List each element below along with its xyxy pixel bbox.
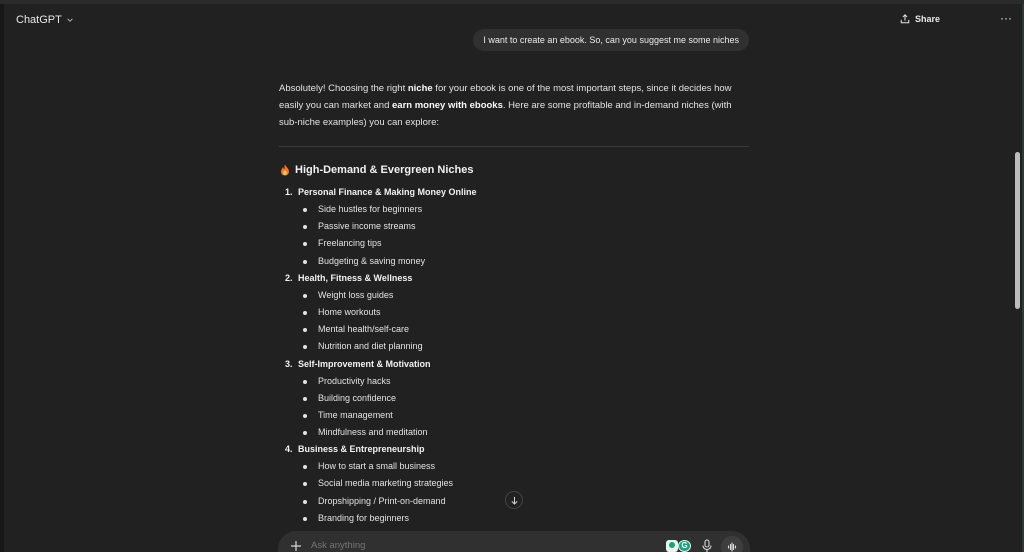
plus-icon[interactable]	[290, 540, 302, 552]
sub-niche-text: Productivity hacks	[318, 375, 391, 386]
intro-bold: niche	[407, 83, 433, 94]
section-heading-text: High-Demand & Evergreen Niches	[295, 164, 474, 176]
intro-bold: earn money with ebooks	[392, 100, 503, 111]
bullet-icon	[285, 338, 318, 355]
sub-niche-item	[285, 510, 725, 527]
message-composer	[278, 531, 750, 552]
arrow-down-icon	[510, 496, 519, 505]
sub-niche-item	[285, 407, 725, 424]
sub-niche-text: Weight loss guides	[318, 289, 394, 300]
model-selector[interactable]	[16, 14, 74, 26]
microphone-icon[interactable]	[701, 539, 713, 552]
scrollbar-thumb[interactable]	[1015, 152, 1020, 309]
sub-niche-item	[285, 424, 725, 441]
section-heading	[280, 164, 474, 176]
niche-number: 3.	[285, 358, 293, 369]
sub-niche-text: Dropshipping / Print-on-demand	[318, 495, 446, 506]
bullet-icon	[285, 390, 318, 407]
niche-number: 1.	[285, 187, 293, 197]
sub-niche-item	[285, 321, 725, 338]
sub-niche-text: Branding for beginners	[318, 512, 410, 523]
sub-niche-text: Nutrition and diet planning	[318, 341, 423, 352]
bullet-icon	[285, 218, 318, 235]
sub-niche-item	[285, 338, 725, 355]
sub-niche-text: How to start a small business	[318, 461, 436, 472]
niche-list	[285, 184, 725, 527]
sub-niche-item	[285, 253, 725, 270]
scroll-to-bottom-button[interactable]	[505, 491, 523, 509]
sub-niche-text: Social media marketing strategies	[318, 478, 454, 489]
waveform-icon	[727, 542, 737, 552]
sidebar-collapsed-rail[interactable]	[0, 4, 4, 552]
niche-item	[285, 270, 725, 356]
voice-mode-button[interactable]	[721, 536, 743, 552]
horizontal-divider	[279, 146, 749, 147]
user-message-text: I want to create an ebook. So, can you suggest me some niches	[483, 35, 739, 45]
bullet-icon	[285, 321, 318, 338]
extension-icon[interactable]	[666, 540, 678, 552]
bullet-icon	[285, 493, 318, 510]
niche-item	[285, 356, 725, 442]
bullet-icon	[285, 287, 318, 304]
ellipsis-icon: ···	[1000, 11, 1012, 25]
intro-text: . Here are some profitable and in-demand niches (with sub-niche examples) you can explore:	[279, 100, 732, 128]
grammarly-icon[interactable]	[678, 540, 691, 552]
sub-niche-item	[285, 287, 725, 304]
niche-title: Self-Improvement & Motivation	[298, 358, 431, 369]
niche-title: Business & Entrepreneurship	[298, 444, 425, 455]
bullet-icon	[285, 458, 318, 475]
sub-niche-item	[285, 475, 725, 492]
share-icon	[900, 14, 910, 24]
intro-text: for your ebook is one of the most important steps, since it decides how easily you can market and	[279, 83, 732, 111]
niche-title: Personal Finance & Making Money Online	[298, 187, 477, 197]
user-message-bubble	[473, 29, 749, 51]
sub-niche-text: Budgeting & saving money	[318, 255, 426, 266]
sub-niche-item	[285, 201, 725, 218]
fire-icon	[280, 164, 290, 176]
sub-niche-text: Mental health/self-care	[318, 324, 410, 335]
share-label: Share	[914, 14, 940, 24]
niche-number: 4.	[285, 444, 293, 455]
intro-text: Absolutely! Choosing the right	[279, 83, 408, 94]
sub-niche-text: Home workouts	[318, 306, 381, 317]
niche-item	[285, 441, 725, 527]
bullet-icon	[285, 475, 318, 492]
sub-niche-text: Time management	[318, 409, 393, 420]
sub-niche-text: Side hustles for beginners	[318, 204, 423, 214]
bullet-icon	[285, 304, 318, 321]
niche-title: Health, Fitness & Wellness	[298, 272, 413, 283]
model-name: ChatGPT	[16, 14, 62, 26]
sub-niche-item	[285, 218, 725, 235]
sub-niche-text: Building confidence	[318, 392, 397, 403]
bullet-icon	[285, 235, 318, 252]
sub-niche-item	[285, 390, 725, 407]
sub-niche-text: Freelancing tips	[318, 238, 382, 249]
sub-niche-text: Mindfulness and meditation	[318, 427, 428, 438]
sub-niche-item	[285, 458, 725, 475]
more-options-button[interactable]	[1000, 13, 1012, 23]
prompt-input[interactable]	[311, 540, 651, 551]
bullet-icon	[285, 510, 318, 527]
niche-number: 2.	[285, 272, 293, 283]
grammarly-badge-text: G	[681, 541, 688, 550]
bullet-icon	[285, 424, 318, 441]
sub-niche-item	[285, 235, 725, 252]
chevron-down-icon	[66, 16, 74, 24]
assistant-intro	[279, 80, 749, 131]
share-button[interactable]	[900, 14, 940, 24]
bullet-icon	[285, 407, 318, 424]
sub-niche-item	[285, 373, 725, 390]
bullet-icon	[285, 373, 318, 390]
bullet-icon	[285, 201, 318, 218]
sub-niche-text: Passive income streams	[318, 221, 416, 232]
niche-item	[285, 184, 725, 270]
sub-niche-item	[285, 304, 725, 321]
bullet-icon	[285, 253, 318, 270]
